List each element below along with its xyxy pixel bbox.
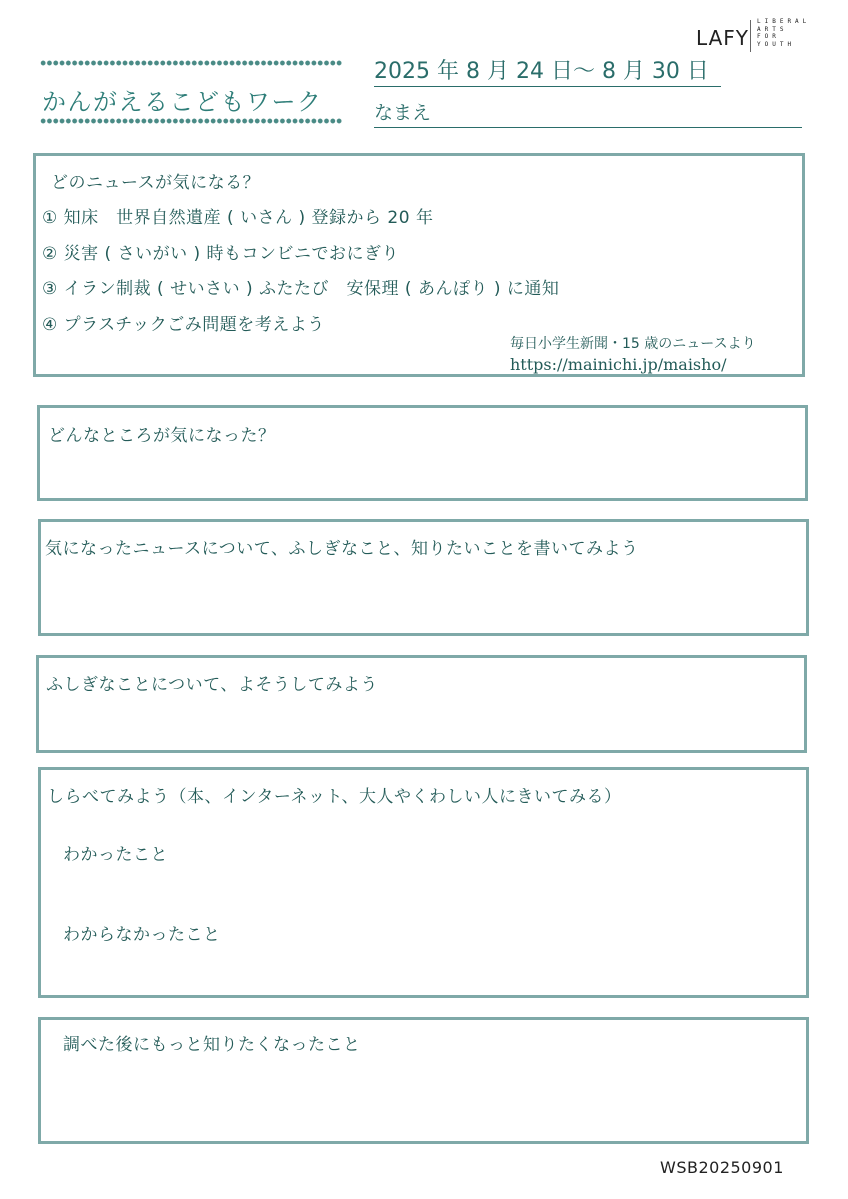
dotted-rule-top xyxy=(40,60,342,66)
logo-main-text: LAFY xyxy=(696,26,750,50)
predict-prompt: ふしぎなことについて、よそうしてみよう xyxy=(46,675,378,695)
name-field[interactable]: なまえ xyxy=(374,98,802,128)
news-box xyxy=(33,153,805,377)
more-prompt: 調べた後にもっと知りたくなったこと xyxy=(63,1035,361,1055)
interest-box[interactable] xyxy=(37,405,808,501)
questions-prompt: 気になったニュースについて、ふしぎなこと、知りたいことを書いてみよう xyxy=(45,539,639,559)
worksheet-title: かんがえるこどもワーク xyxy=(42,88,323,116)
news-list xyxy=(42,203,559,345)
news-item: ③ イラン制裁 ( せいさい ) ふたたび 安保理 ( あんぽり ) に通知 xyxy=(42,279,560,299)
news-heading: どのニュースが気になる？ xyxy=(51,173,261,193)
dotted-rule-bottom xyxy=(40,118,342,124)
logo-sub-line: ARTS xyxy=(757,25,788,33)
not-understood-label: わからなかったこと xyxy=(63,925,221,945)
logo-sub-line: LIBERAL xyxy=(757,18,811,25)
news-source-url[interactable]: https://mainichi.jp/maisho/ xyxy=(510,355,727,374)
research-box[interactable] xyxy=(38,767,809,998)
news-item: ② 災害 ( さいがい ) 時もコンビニでおにぎり xyxy=(42,243,400,264)
worksheet-code: WSB20250901 xyxy=(660,1158,784,1177)
news-source: 毎日小学生新聞・15 歳のニュースより xyxy=(510,336,756,352)
date-range: 2025 年 8 月 24 日～ 8 月 30 日 xyxy=(374,54,721,87)
understood-label: わかったこと xyxy=(63,845,168,865)
predict-box[interactable] xyxy=(36,655,807,753)
logo-subtext xyxy=(757,18,810,48)
news-item: ④ プラスチックごみ問題を考えよう xyxy=(42,314,325,335)
logo-divider xyxy=(750,20,751,52)
research-prompt: しらべてみよう（本、インターネット、大人やくわしい人にきいてみる） xyxy=(47,787,622,807)
logo-sub-line: FOR xyxy=(757,33,780,41)
more-box[interactable] xyxy=(38,1017,809,1144)
logo-sub-line: YOUTH xyxy=(757,40,796,48)
questions-box[interactable] xyxy=(38,519,809,636)
interest-prompt: どんなところが気になった？ xyxy=(48,426,276,446)
title-block xyxy=(40,60,344,126)
news-item: ① 知床 世界自然遺産 ( いさん ) 登録から 20 年 xyxy=(42,208,434,228)
lafy-logo xyxy=(696,16,826,56)
